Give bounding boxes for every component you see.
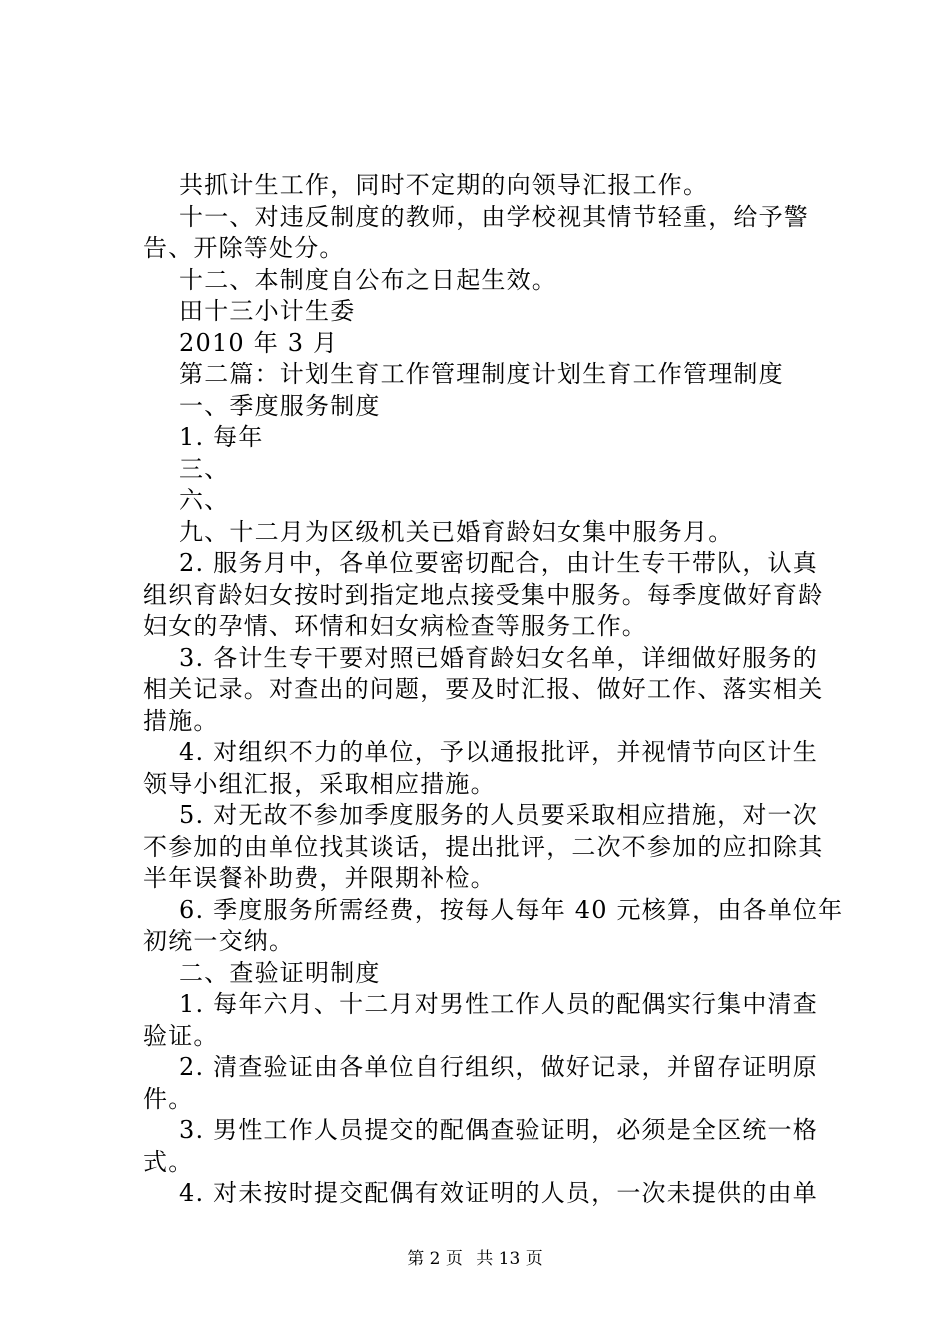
text-line: 三、 [179,454,230,483]
text-line: 2. 清查验证由各单位自行组织，做好记录，并留存证明原 [179,1053,818,1081]
text-line: 1. 每年 [179,423,264,451]
text-line: 告、开除等处分。 [143,234,345,262]
text-line: 式。 [143,1147,194,1176]
text-line: 4. 对组织不力的单位，予以通报批评，并视情节向区计生 [179,738,818,766]
text-line: 相关记录。对查出的问题，要及时汇报、做好工作、落实相关 [143,675,824,703]
text-line: 十一、对违反制度的教师，由学校视其情节轻重，给予警 [179,202,809,231]
text-line: 领导小组汇报，采取相应措施。 [143,769,496,798]
text-line: 妇女的孕情、环情和妇女病检查等服务工作。 [143,612,647,640]
text-line: 一、季度服务制度 [179,391,381,420]
text-line: 2010 年 3 月 [179,328,339,357]
text-line: 6. 季度服务所需经费，按每人每年 40 元核算，由各单位年 [179,895,844,924]
text-line: 不参加的由单位找其谈话，提出批评，二次不参加的应扣除其 [143,832,824,861]
document-body [143,170,844,1210]
text-line: 第二篇：计划生育工作管理制度计划生育工作管理制度 [179,360,784,388]
text-line: 2. 服务月中，各单位要密切配合，由计生专干带队，认真 [179,549,818,577]
page-number: 第 2 页 [407,1249,463,1269]
text-line: 3. 各计生专干要对照已婚育龄妇女名单，详细做好服务的 [179,643,818,672]
text-line: 十二、本制度自公布之日起生效。 [179,265,557,294]
text-line: 二、查验证明制度 [179,958,381,987]
text-line: 六、 [179,486,230,514]
text-line: 验证。 [143,1021,219,1050]
text-line: 3. 男性工作人员提交的配偶查验证明，必须是全区统一格 [179,1116,818,1144]
text-line: 件。 [143,1084,194,1113]
text-line: 共抓计生工作，同时不定期的向领导汇报工作。 [179,171,709,199]
page-total: 共 13 页 [476,1249,543,1269]
text-line: 初统一交纳。 [143,927,295,955]
page-footer [0,1244,950,1269]
text-line: 5. 对无故不参加季度服务的人员要采取相应措施，对一次 [179,801,818,829]
text-line: 4. 对未按时提交配偶有效证明的人员，一次未提供的由单 [179,1179,818,1207]
text-line: 半年误餐补助费，并限期补检。 [143,864,496,892]
text-line: 田十三小计生委 [179,297,356,325]
text-line: 组织育龄妇女按时到指定地点接受集中服务。每季度做好育龄 [143,580,824,609]
text-line: 措施。 [143,706,219,735]
text-line: 1. 每年六月、十二月对男性工作人员的配偶实行集中清查 [179,990,818,1018]
text-line: 九、十二月为区级机关已婚育龄妇女集中服务月。 [179,517,734,546]
